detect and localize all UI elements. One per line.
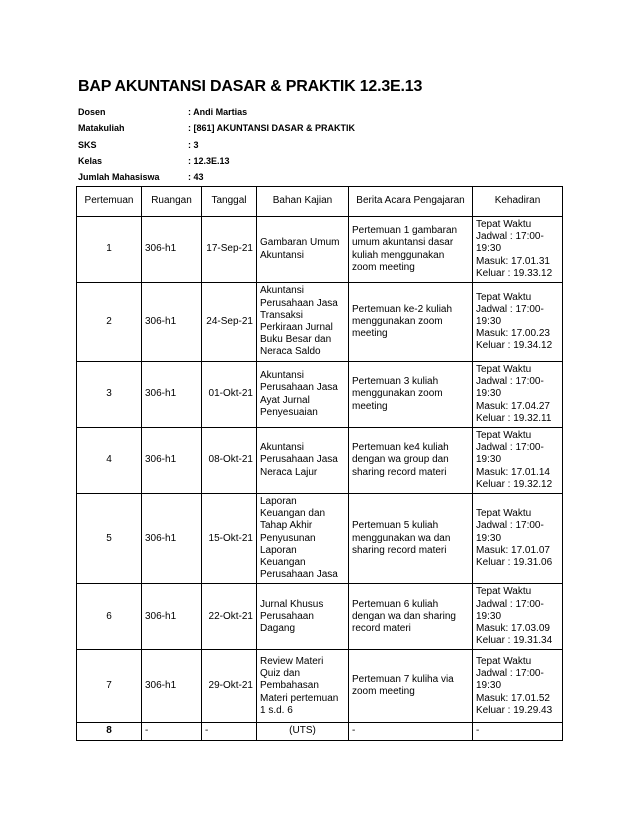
cell-bahan-kajian: Akuntansi Perusahaan Jasa Neraca Lajur [257,428,349,494]
course-info [78,104,355,185]
header-bahan-kajian: Bahan Kajian [257,187,349,217]
cell-kehadiran: Tepat Waktu Jadwal : 17:00-19:30 Masuk: 17.01.07 Keluar : 19.31.06 [473,494,563,584]
meta-value: : 12.3E.13 [188,156,230,167]
meta-value: : Andi Martias [188,107,248,118]
table-row [77,584,563,650]
cell-bahan-kajian: Jurnal Khusus Perusahaan Dagang [257,584,349,650]
cell-bahan-kajian: Gambaran Umum Akuntansi [257,217,349,283]
cell-pertemuan: 4 [77,428,142,494]
cell-bahan-kajian: Review Materi Quiz dan Pembahasan Materi pertemuan 1 s.d. 6 [257,650,349,723]
cell-ruangan: 306-h1 [142,650,202,723]
meta-label: Dosen [78,107,106,118]
cell-tanggal: 17-Sep-21 [202,217,257,283]
table-row [77,723,563,740]
meta-value: : [861] AKUNTANSI DASAR & PRAKTIK [188,123,356,134]
cell-berita-acara: Pertemuan 1 gambaran umum akuntansi dasar kuliah menggunakan zoom meeting [349,217,473,283]
cell-berita-acara: Pertemuan 7 kuliha via zoom meeting [349,650,473,723]
table-row [77,428,563,494]
cell-pertemuan: 6 [77,584,142,650]
cell-ruangan: 306-h1 [142,283,202,362]
cell-berita-acara: Pertemuan 5 kuliah menggunakan wa dan sharing record materi [349,494,473,584]
table-header-row [77,187,563,217]
table-row [77,217,563,283]
cell-kehadiran: Tepat Waktu Jadwal : 17:00-19:30 Masuk: 17.04.27 Keluar : 19.32.11 [473,362,563,428]
cell-ruangan: 306-h1 [142,494,202,584]
meta-row-dosen [78,104,355,120]
meta-value: : 3 [188,139,199,150]
cell-tanggal: 24-Sep-21 [202,283,257,362]
cell-pertemuan: 5 [77,494,142,584]
cell-tanggal: 01-Okt-21 [202,362,257,428]
table-row [77,494,563,584]
header-tanggal: Tanggal [202,187,257,217]
cell-ruangan: 306-h1 [142,217,202,283]
cell-kehadiran: Tepat Waktu Jadwal : 17:00-19:30 Masuk: 17.00.23 Keluar : 19.34.12 [473,283,563,362]
cell-kehadiran: Tepat Waktu Jadwal : 17:00-19:30 Masuk: 17.01.14 Keluar : 19.32.12 [473,428,563,494]
meta-row-jumlah-mahasiswa [78,169,355,185]
cell-kehadiran: Tepat Waktu Jadwal : 17:00-19:30 Masuk: 17.03.09 Keluar : 19.31.34 [473,584,563,650]
cell-bahan-kajian: (UTS) [257,723,349,740]
cell-ruangan: 306-h1 [142,428,202,494]
meta-row-sks [78,137,355,153]
cell-ruangan: 306-h1 [142,362,202,428]
header-ruangan: Ruangan [142,187,202,217]
cell-berita-acara: Pertemuan ke-2 kuliah menggunakan zoom meeting [349,283,473,362]
cell-tanggal: 29-Okt-21 [202,650,257,723]
cell-pertemuan: 3 [77,362,142,428]
attendance-table [76,186,563,741]
cell-kehadiran: Tepat Waktu Jadwal : 17:00-19:30 Masuk: 17.01.31 Keluar : 19.33.12 [473,217,563,283]
meta-label: Kelas [78,156,103,167]
cell-berita-acara: - [349,723,473,740]
cell-tanggal: 22-Okt-21 [202,584,257,650]
cell-bahan-kajian: Laporan Keuangan dan Tahap Akhir Penyusunan Laporan Keuangan Perusahaan Jasa [257,494,349,584]
cell-tanggal: - [202,723,257,740]
meta-label: Matakuliah [78,123,125,134]
cell-tanggal: 15-Okt-21 [202,494,257,584]
cell-bahan-kajian: Akuntansi Perusahaan Jasa Transaksi Perkiraan Jurnal Buku Besar dan Neraca Saldo [257,283,349,362]
cell-berita-acara: Pertemuan 6 kuliah dengan wa dan sharing record materi [349,584,473,650]
meta-label: SKS [78,139,97,150]
cell-pertemuan: 1 [77,217,142,283]
table-row [77,283,563,362]
cell-ruangan: - [142,723,202,740]
cell-kehadiran: Tepat Waktu Jadwal : 17:00-19:30 Masuk: 17.01.52 Keluar : 19.29.43 [473,650,563,723]
cell-bahan-kajian: Akuntansi Perusahaan Jasa Ayat Jurnal Penyesuaian [257,362,349,428]
cell-pertemuan: 7 [77,650,142,723]
header-pertemuan: Pertemuan [77,187,142,217]
cell-berita-acara: Pertemuan 3 kuliah menggunakan zoom meeting [349,362,473,428]
header-kehadiran: Kehadiran [473,187,563,217]
cell-pertemuan: 8 [77,723,142,740]
cell-berita-acara: Pertemuan ke4 kuliah dengan wa group dan sharing record materi [349,428,473,494]
document-title: BAP AKUNTANSI DASAR & PRAKTIK 12.3E.13 [78,78,423,95]
meta-value: : 43 [188,172,204,183]
table-row [77,650,563,723]
cell-pertemuan: 2 [77,283,142,362]
cell-tanggal: 08-Okt-21 [202,428,257,494]
table-row [77,362,563,428]
meta-label: Jumlah Mahasiswa [78,172,160,183]
header-berita-acara: Berita Acara Pengajaran [349,187,473,217]
cell-ruangan: 306-h1 [142,584,202,650]
meta-row-kelas [78,153,355,169]
meta-row-matakuliah [78,120,355,136]
cell-kehadiran: - [473,723,563,740]
